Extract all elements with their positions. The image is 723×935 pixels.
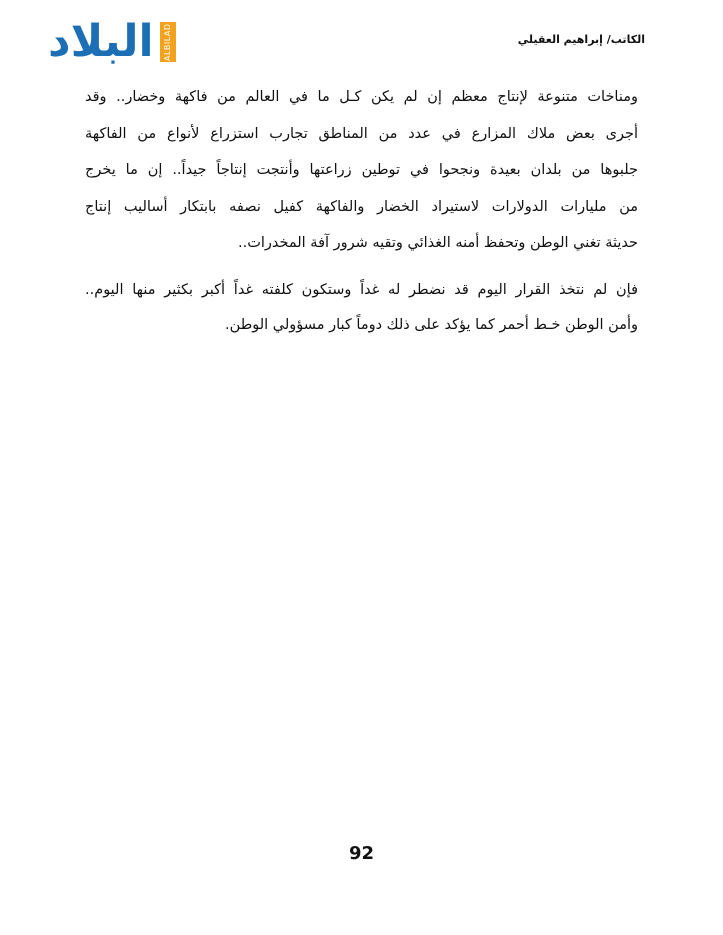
logo-tv-tag: ALBILAD TV bbox=[160, 22, 176, 62]
text-line: حديثة تغني الوطن وتحفظ أمنه الغذائي وتقيه شرور آفة المخدرات.. bbox=[237, 235, 638, 251]
article-paragraph-1 bbox=[85, 79, 638, 262]
logo-wordmark: البلاد bbox=[48, 16, 154, 67]
text-line: وأمن الوطن خـط أحمر كما يؤكد على ذلك دوماً كبار مسؤولي الوطن. bbox=[225, 317, 638, 333]
text-line: فإن لم نتخذ القرار اليوم قد نضطر له غداً وستكون كلفته غداً أكبر بكثير منها اليوم.. bbox=[85, 282, 638, 298]
page-number: 92 bbox=[348, 843, 375, 864]
text-line: جلبوها من بلدان بعيدة ونجحوا في توطين زراعتها وأنتجت إنتاجاً جيداً.. إن ما يخرج bbox=[85, 162, 638, 178]
text-line: ومناخات متنوعة لإنتاج معظم إن لم يكن كـل ما في العالم من فاكهة وخضار.. وقد bbox=[85, 89, 638, 105]
text-line: أجرى بعض ملاك المزارع في عدد من المناطق تجارب استزراع لأنواع من الفاكهة bbox=[85, 125, 638, 142]
text-line: من مليارات الدولارات لاستيراد الخضار والفاكهة كفيل نصفه بابتكار أساليب إنتاج bbox=[85, 198, 638, 215]
author-name: الكاتب/ إبراهيم العقيلي bbox=[517, 33, 645, 46]
article-paragraph-2 bbox=[85, 273, 638, 343]
brand-logo bbox=[48, 16, 188, 68]
